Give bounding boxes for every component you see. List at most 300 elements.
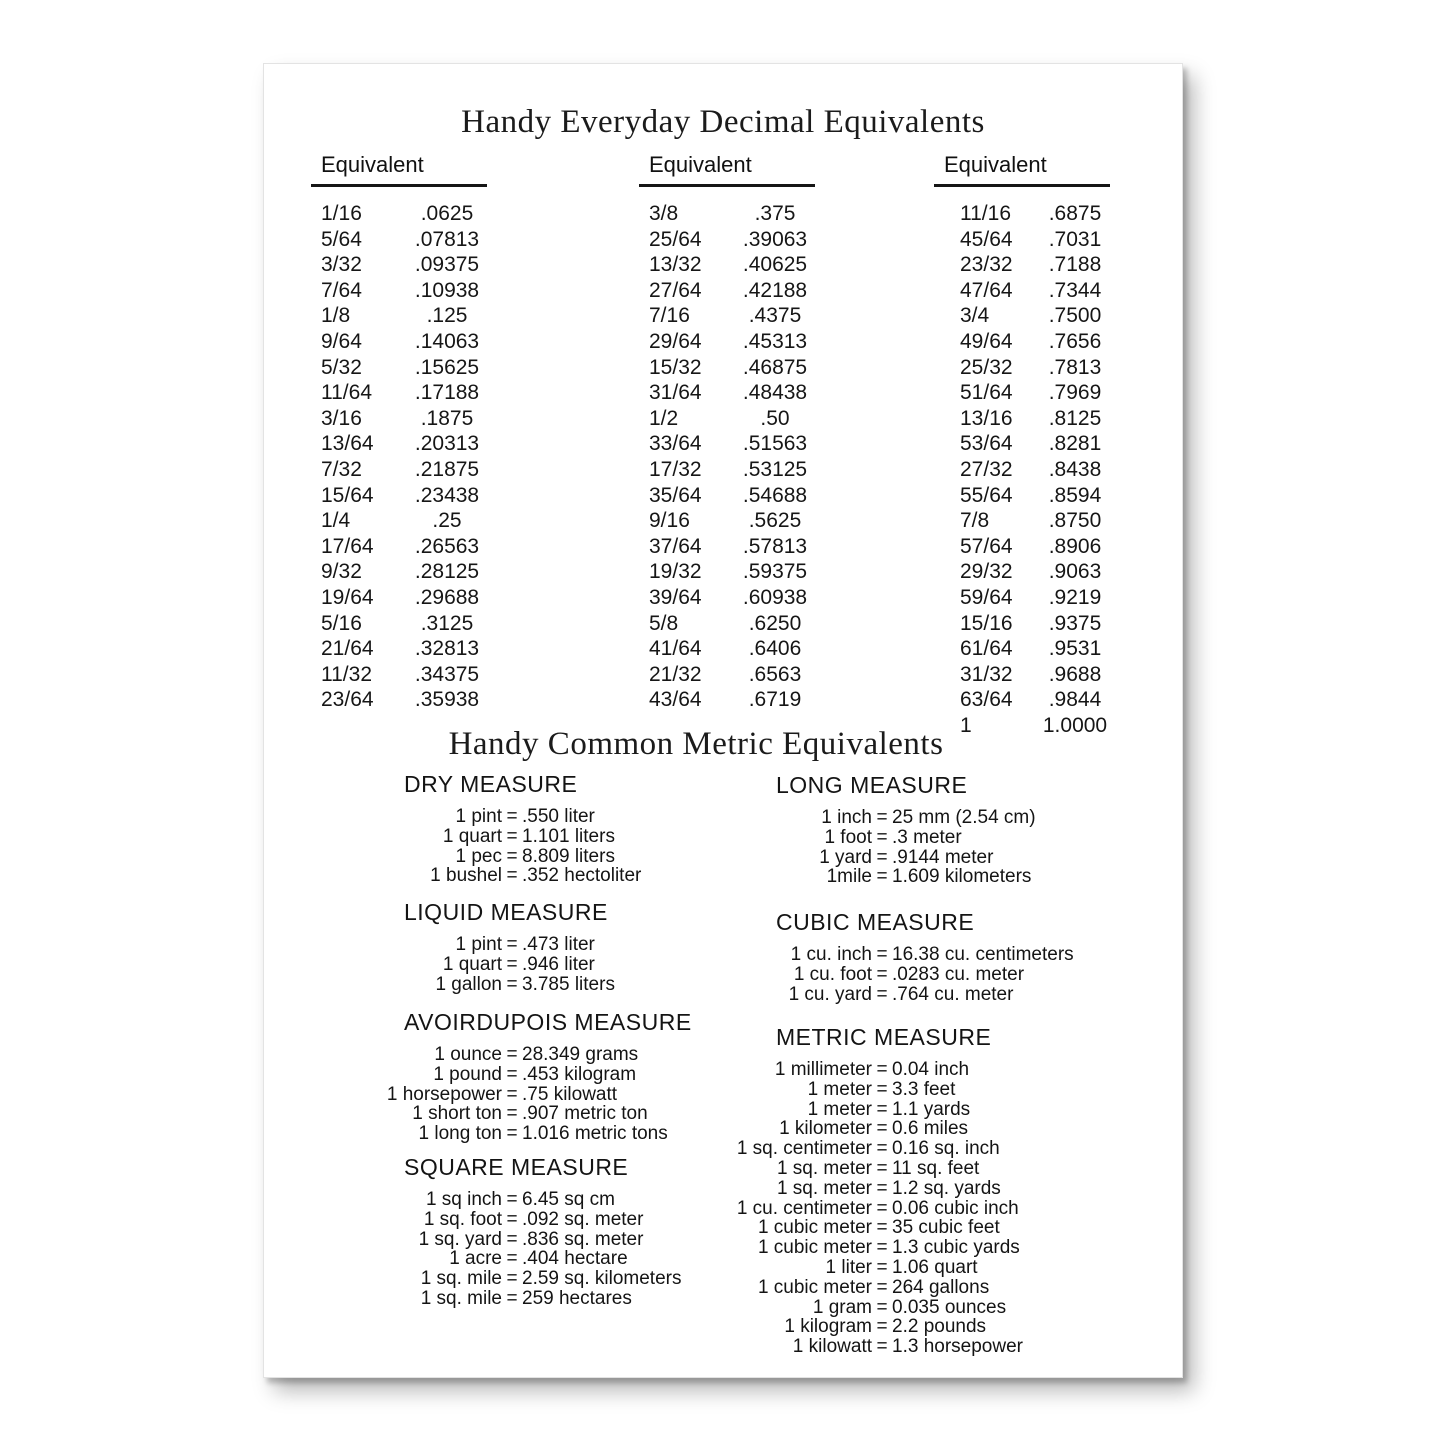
table-row xyxy=(639,431,815,457)
table-row xyxy=(311,227,487,253)
fraction-value: 5/16 xyxy=(321,611,362,635)
fraction-value: 29/64 xyxy=(649,329,702,353)
converted-value: 8.809 liters xyxy=(522,845,615,867)
fraction-value: 11/32 xyxy=(321,662,372,686)
decimal-value: .20313 xyxy=(414,432,480,456)
table-row xyxy=(311,201,487,227)
table-row xyxy=(311,534,487,560)
conversion-row xyxy=(716,1258,1186,1278)
converted-value: .3 meter xyxy=(892,826,962,848)
decimal-value: .53125 xyxy=(742,457,808,481)
decimal-value: .46875 xyxy=(742,355,808,379)
converted-value: 259 hectares xyxy=(522,1287,632,1309)
conversion-row xyxy=(716,1337,1186,1357)
decimal-value: .7813 xyxy=(1048,355,1102,379)
fraction-value: 13/32 xyxy=(649,253,702,277)
decimal-value: .54688 xyxy=(742,483,808,507)
unit-label: 1 cu. centimeter xyxy=(736,1197,872,1219)
table-row xyxy=(639,201,815,227)
metric-equivalents-title: Handy Common Metric Equivalents xyxy=(448,726,944,762)
equals-sign: = xyxy=(876,1078,888,1100)
measure-group xyxy=(716,1024,1186,1357)
fraction-value: 15/64 xyxy=(321,483,374,507)
unit-label: 1 meter xyxy=(807,1078,872,1100)
table-row xyxy=(639,611,815,637)
fraction-value: 3/16 xyxy=(321,406,362,430)
fraction-value: 5/32 xyxy=(321,355,362,379)
converted-value: 0.035 ounces xyxy=(892,1296,1007,1318)
fraction-value: 1/2 xyxy=(649,406,679,430)
unit-label: 1 bushel xyxy=(430,865,502,887)
decimal-value: .8594 xyxy=(1048,483,1102,507)
equals-sign: = xyxy=(876,963,888,985)
equals-sign: = xyxy=(876,1276,888,1298)
reference-card xyxy=(263,63,1183,1378)
equals-sign: = xyxy=(506,825,518,847)
equals-sign: = xyxy=(876,944,888,965)
equals-sign: = xyxy=(506,934,518,955)
table-row xyxy=(934,636,1110,662)
converted-value: .0283 cu. meter xyxy=(892,963,1025,985)
converted-value: 3.785 liters xyxy=(522,973,615,995)
measure-heading: AVOIRDUPOIS MEASURE xyxy=(404,1009,692,1035)
unit-label: 1 short ton xyxy=(412,1103,502,1125)
conversion-row xyxy=(716,1139,1186,1159)
unit-label: 1 sq. meter xyxy=(776,1157,872,1179)
unit-label: 1 pound xyxy=(433,1063,502,1085)
decimal-value: .35938 xyxy=(414,688,480,712)
converted-value: .907 metric ton xyxy=(522,1103,648,1125)
decimal-value: .09375 xyxy=(414,253,480,277)
table-row xyxy=(311,611,487,637)
table-rows xyxy=(311,201,487,713)
table-row xyxy=(934,406,1110,432)
decimal-value: .9844 xyxy=(1048,688,1102,712)
converted-value: .946 liter xyxy=(522,953,595,975)
decimal-value: .9375 xyxy=(1048,611,1102,635)
table-row xyxy=(311,687,487,713)
fraction-value: 15/32 xyxy=(649,355,702,379)
equals-sign: = xyxy=(876,1118,888,1140)
fraction-value: 3/8 xyxy=(649,202,679,225)
fraction-value: 15/16 xyxy=(960,611,1013,635)
unit-label: 1mile xyxy=(826,866,872,888)
decimal-value: .26563 xyxy=(414,534,480,558)
decimal-equivalents-title: Handy Everyday Decimal Equivalents xyxy=(461,104,985,140)
converted-value: .836 sq. meter xyxy=(522,1228,644,1250)
converted-value: 6.45 sq cm xyxy=(522,1189,615,1210)
converted-value: .092 sq. meter xyxy=(522,1208,644,1230)
table-row xyxy=(639,483,815,509)
equals-sign: = xyxy=(506,1063,518,1085)
table-row xyxy=(934,278,1110,304)
table-row xyxy=(311,585,487,611)
fraction-value: 9/64 xyxy=(321,329,362,353)
measure-group xyxy=(716,772,1186,887)
table-row xyxy=(639,380,815,406)
unit-label: 1 liter xyxy=(825,1256,872,1278)
decimal-value: .14063 xyxy=(414,329,480,353)
equals-sign: = xyxy=(876,1197,888,1219)
decimal-value: .50 xyxy=(760,406,790,430)
table-row xyxy=(934,534,1110,560)
decimal-value: .6563 xyxy=(748,662,802,686)
measure-heading: SQUARE MEASURE xyxy=(404,1154,629,1180)
unit-label: 1 pint xyxy=(455,806,502,827)
unit-label: 1 sq inch xyxy=(425,1189,502,1210)
equals-sign: = xyxy=(506,806,518,827)
decimal-value: .6250 xyxy=(748,611,802,635)
conversion-row xyxy=(716,1298,1186,1318)
equals-sign: = xyxy=(876,846,888,868)
unit-label: 1 quart xyxy=(442,825,502,847)
equals-sign: = xyxy=(876,1316,888,1338)
unit-label: 1 foot xyxy=(824,826,872,848)
fraction-value: 7/64 xyxy=(321,278,362,302)
equals-sign: = xyxy=(876,1157,888,1179)
unit-label: 1 gallon xyxy=(435,973,502,995)
fraction-value: 43/64 xyxy=(649,688,702,712)
fraction-value: 37/64 xyxy=(649,534,702,558)
conversion-row xyxy=(716,848,1186,868)
conversion-row xyxy=(716,985,1186,1005)
decimal-value: .6875 xyxy=(1048,202,1102,225)
equals-sign: = xyxy=(876,1098,888,1120)
equals-sign: = xyxy=(876,807,888,828)
unit-label: 1 pint xyxy=(455,934,502,955)
table-row xyxy=(311,662,487,688)
equals-sign: = xyxy=(876,1237,888,1259)
fraction-value: 21/64 xyxy=(321,637,374,661)
converted-value: 264 gallons xyxy=(892,1276,990,1298)
table-row xyxy=(311,559,487,585)
table-row xyxy=(934,508,1110,534)
fraction-value: 23/32 xyxy=(960,253,1013,277)
decimal-value: .7344 xyxy=(1048,278,1102,302)
column-header: Equivalent xyxy=(934,152,1110,187)
measure-heading: LIQUID MEASURE xyxy=(404,899,608,925)
table-row xyxy=(639,534,815,560)
table-row xyxy=(934,483,1110,509)
table-row xyxy=(639,585,815,611)
conversion-row xyxy=(716,1317,1186,1337)
unit-label: 1 quart xyxy=(442,953,502,975)
fraction-value: 17/32 xyxy=(649,457,702,481)
decimal-value: .8438 xyxy=(1048,457,1102,481)
table-row xyxy=(934,585,1110,611)
equals-sign: = xyxy=(506,1228,518,1250)
unit-label: 1 pec xyxy=(455,845,502,867)
conversion-row xyxy=(716,1278,1186,1298)
decimal-value: 1.0000 xyxy=(1042,713,1108,737)
converted-value: 0.6 miles xyxy=(892,1118,969,1140)
decimal-value: .45313 xyxy=(742,329,808,353)
table-row xyxy=(311,329,487,355)
decimal-value: .9219 xyxy=(1048,585,1102,609)
table-row xyxy=(311,483,487,509)
unit-label: 1 long ton xyxy=(418,1123,502,1145)
decimal-table-column-2 xyxy=(639,152,815,713)
table-row xyxy=(311,252,487,278)
converted-value: .352 hectoliter xyxy=(522,865,642,887)
measure-heading: DRY MEASURE xyxy=(404,771,578,797)
decimal-value: .15625 xyxy=(414,355,480,379)
fraction-value: 29/32 xyxy=(960,560,1013,584)
decimal-value: .34375 xyxy=(414,662,480,686)
table-row xyxy=(934,355,1110,381)
fraction-value: 55/64 xyxy=(960,483,1013,507)
fraction-value: 21/32 xyxy=(649,662,702,686)
fraction-value: 7/16 xyxy=(649,304,690,328)
fraction-value: 13/64 xyxy=(321,432,374,456)
decimal-value: .4375 xyxy=(748,304,802,328)
converted-value: 1.016 metric tons xyxy=(522,1123,668,1145)
fraction-value: 3/4 xyxy=(960,304,990,328)
conversion-row xyxy=(716,1179,1186,1199)
equals-sign: = xyxy=(876,983,888,1005)
conversion-row xyxy=(716,1119,1186,1139)
equals-sign: = xyxy=(506,973,518,995)
equals-sign: = xyxy=(876,1138,888,1160)
decimal-value: .8125 xyxy=(1048,406,1102,430)
unit-label: 1 cubic meter xyxy=(757,1276,872,1298)
fraction-value: 61/64 xyxy=(960,637,1013,661)
decimal-value: .125 xyxy=(426,304,468,328)
table-row xyxy=(639,227,815,253)
table-rows xyxy=(639,201,815,713)
fraction-value: 1/16 xyxy=(321,202,362,225)
converted-value: 25 mm (2.54 cm) xyxy=(892,807,1036,828)
equals-sign: = xyxy=(876,1177,888,1199)
table-row xyxy=(639,278,815,304)
table-row xyxy=(639,303,815,329)
table-row xyxy=(311,406,487,432)
equals-sign: = xyxy=(506,865,518,887)
decimal-value: .48438 xyxy=(742,381,808,405)
equals-sign: = xyxy=(506,845,518,867)
conversion-row xyxy=(716,945,1186,965)
fraction-value: 7/32 xyxy=(321,457,362,481)
decimal-value: .21875 xyxy=(414,457,480,481)
equals-sign: = xyxy=(876,1217,888,1239)
fraction-value: 27/32 xyxy=(960,457,1013,481)
table-row xyxy=(934,227,1110,253)
fraction-value: 11/64 xyxy=(321,381,372,405)
fraction-value: 47/64 xyxy=(960,278,1013,302)
table-row xyxy=(639,508,815,534)
measure-group xyxy=(716,909,1186,1004)
fraction-value: 25/32 xyxy=(960,355,1013,379)
conversion-row xyxy=(716,867,1186,887)
conversion-row xyxy=(716,828,1186,848)
table-row xyxy=(311,303,487,329)
fraction-value: 9/16 xyxy=(649,509,690,533)
conversion-row xyxy=(716,965,1186,985)
unit-label: 1 millimeter xyxy=(774,1059,872,1080)
fraction-value: 1/4 xyxy=(321,509,351,533)
converted-value: 2.59 sq. kilometers xyxy=(522,1268,682,1290)
equals-sign: = xyxy=(876,1336,888,1358)
table-row xyxy=(934,662,1110,688)
column-header: Equivalent xyxy=(311,152,487,187)
decimal-value: .28125 xyxy=(414,560,480,584)
unit-label: 1 sq. foot xyxy=(423,1208,502,1230)
fraction-value: 25/64 xyxy=(649,227,702,251)
decimal-value: .42188 xyxy=(742,278,808,302)
equals-sign: = xyxy=(876,1296,888,1318)
equals-sign: = xyxy=(506,1083,518,1105)
decimal-value: .7969 xyxy=(1048,381,1102,405)
table-row xyxy=(639,636,815,662)
equals-sign: = xyxy=(506,1287,518,1309)
decimal-value: .1875 xyxy=(420,406,474,430)
unit-label: 1 sq. centimeter xyxy=(736,1138,872,1160)
converted-value: 1.06 quart xyxy=(892,1256,978,1278)
table-row xyxy=(311,278,487,304)
converted-value: 0.16 sq. inch xyxy=(892,1138,1000,1160)
decimal-value: .07813 xyxy=(414,227,480,251)
measure-heading: CUBIC MEASURE xyxy=(776,909,975,935)
fraction-value: 31/32 xyxy=(960,662,1013,686)
converted-value: 11 sq. feet xyxy=(892,1157,980,1179)
fraction-value: 13/16 xyxy=(960,406,1013,430)
unit-label: 1 sq. meter xyxy=(776,1177,872,1199)
unit-label: 1 kilowatt xyxy=(792,1336,872,1358)
unit-label: 1 ounce xyxy=(434,1044,502,1065)
equals-sign: = xyxy=(876,826,888,848)
converted-value: 3.3 feet xyxy=(892,1078,956,1100)
converted-value: .404 hectare xyxy=(522,1248,628,1270)
converted-value: 1.3 horsepower xyxy=(892,1336,1023,1358)
decimal-value: .7500 xyxy=(1048,304,1102,328)
decimal-value: .40625 xyxy=(742,253,808,277)
table-row xyxy=(639,252,815,278)
decimal-value: .39063 xyxy=(742,227,808,251)
unit-label: 1 sq. mile xyxy=(420,1287,502,1309)
table-rows xyxy=(934,201,1110,738)
table-row xyxy=(934,611,1110,637)
unit-label: 1 cu. foot xyxy=(793,963,872,985)
unit-label: 1 yard xyxy=(819,846,872,868)
unit-label: 1 acre xyxy=(449,1248,502,1270)
equals-sign: = xyxy=(876,866,888,888)
conversion-row xyxy=(716,808,1186,828)
decimal-value: .23438 xyxy=(414,483,480,507)
equals-sign: = xyxy=(876,1059,888,1080)
fraction-value: 27/64 xyxy=(649,278,702,302)
table-row xyxy=(639,329,815,355)
decimal-table-column-3 xyxy=(934,152,1110,738)
decimal-value: .9063 xyxy=(1048,560,1102,584)
table-row xyxy=(311,636,487,662)
conversion-row xyxy=(716,1080,1186,1100)
converted-value: .9144 meter xyxy=(892,846,994,868)
equals-sign: = xyxy=(876,1256,888,1278)
fraction-value: 33/64 xyxy=(649,432,702,456)
decimal-value: .7188 xyxy=(1048,253,1102,277)
unit-label: 1 cubic meter xyxy=(757,1217,872,1239)
unit-label: 1 sq. yard xyxy=(418,1228,502,1250)
fraction-value: 31/64 xyxy=(649,381,702,405)
decimal-value: .60938 xyxy=(742,585,808,609)
converted-value: 1.2 sq. yards xyxy=(892,1177,1001,1199)
fraction-value: 23/64 xyxy=(321,688,374,712)
fraction-value: 35/64 xyxy=(649,483,702,507)
table-row xyxy=(639,687,815,713)
decimal-value: .0625 xyxy=(420,202,474,225)
table-row xyxy=(934,201,1110,227)
decimal-value: .10938 xyxy=(414,278,480,302)
fraction-value: 3/32 xyxy=(321,253,362,277)
converted-value: 2.2 pounds xyxy=(892,1316,987,1338)
decimal-value: .57813 xyxy=(742,534,808,558)
fraction-value: 5/8 xyxy=(649,611,679,635)
table-row xyxy=(639,662,815,688)
decimal-value: .5625 xyxy=(748,509,802,533)
conversion-row xyxy=(716,1100,1186,1120)
fraction-value: 49/64 xyxy=(960,329,1013,353)
conversion-row xyxy=(716,1060,1186,1080)
equals-sign: = xyxy=(506,1189,518,1210)
fraction-value: 17/64 xyxy=(321,534,374,558)
decimal-value: .29688 xyxy=(414,585,480,609)
equals-sign: = xyxy=(506,1103,518,1125)
converted-value: 28.349 grams xyxy=(522,1044,639,1065)
decimal-value: .3125 xyxy=(420,611,474,635)
table-row xyxy=(639,457,815,483)
decimal-value: .59375 xyxy=(742,560,808,584)
fraction-value: 19/32 xyxy=(649,560,702,584)
converted-value: 0.06 cubic inch xyxy=(892,1197,1019,1219)
converted-value: .764 cu. meter xyxy=(892,983,1014,1005)
decimal-value: .25 xyxy=(432,509,462,533)
fraction-value: 53/64 xyxy=(960,432,1013,456)
equals-sign: = xyxy=(506,1044,518,1065)
fraction-value: 1 xyxy=(960,713,972,737)
table-row xyxy=(311,380,487,406)
decimal-value: .6406 xyxy=(748,637,802,661)
converted-value: 1.101 liters xyxy=(522,825,615,847)
unit-label: 1 cu. inch xyxy=(790,944,872,965)
equals-sign: = xyxy=(506,1208,518,1230)
conversion-row xyxy=(716,1159,1186,1179)
unit-label: 1 kilogram xyxy=(784,1316,872,1338)
table-row xyxy=(639,355,815,381)
fraction-value: 9/32 xyxy=(321,560,362,584)
unit-label: 1 cubic meter xyxy=(757,1237,872,1259)
fraction-value: 19/64 xyxy=(321,585,374,609)
fraction-value: 51/64 xyxy=(960,381,1013,405)
unit-label: 1 horsepower xyxy=(386,1083,502,1105)
decimal-table-column-1 xyxy=(311,152,487,713)
decimal-value: .32813 xyxy=(414,637,480,661)
fraction-value: 59/64 xyxy=(960,585,1013,609)
equals-sign: = xyxy=(506,1268,518,1290)
equals-sign: = xyxy=(506,953,518,975)
table-row xyxy=(311,355,487,381)
converted-value: .473 liter xyxy=(522,934,595,955)
unit-label: 1 inch xyxy=(821,807,872,828)
decimal-value: .9688 xyxy=(1048,662,1102,686)
table-row xyxy=(934,457,1110,483)
fraction-value: 7/8 xyxy=(960,509,990,533)
table-row xyxy=(311,508,487,534)
fraction-value: 41/64 xyxy=(649,637,702,661)
conversion-row xyxy=(716,1218,1186,1238)
converted-value: .453 kilogram xyxy=(522,1063,637,1085)
decimal-value: .7031 xyxy=(1048,227,1102,251)
measure-heading: METRIC MEASURE xyxy=(776,1024,992,1050)
